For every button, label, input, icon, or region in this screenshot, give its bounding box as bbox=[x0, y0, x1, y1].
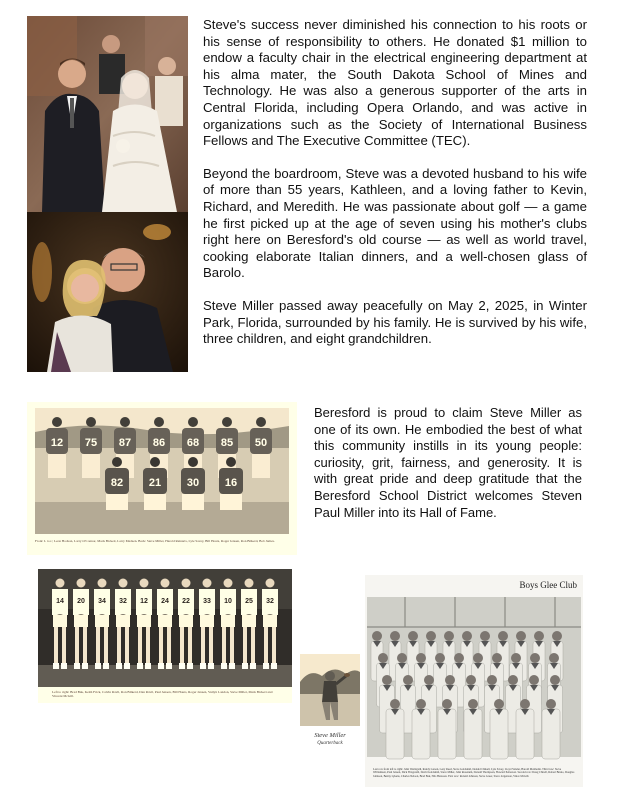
glee-club-caption: Last row from left to right: John Wernigstil, Randy Larsen, Gary Reed, Steve Goldsmid, Donald Chikell, Lyle Savey, Lloyd Vander, Harold Molmetin. Third row: Steve Williamsen, Paul Jensen, Dick Fitzgerald, David Goldsmid, Steve Miller, John Rosenum, Donald Thompson, Howard Petterson. Second row: Doug Chirell, Robert Bruno, Douglas Johnson, Benny Lykens, Charles Nelson, Brad Bak, Nils Hansson. First row: Ronald Johnson, Steve Greer, Steve Jorgenson, Vince McGill. bbox=[373, 768, 575, 778]
jersey-number: 25 bbox=[245, 598, 253, 605]
closing-text: Beresford is proud to claim Steve Miller as one of its own. He embodied the best of what this community instills in its young people: curiosity, grit, fairness, and generosity. It is with great pride and deep gratitude that the Beresford School District welcomes Steven Paul Miller into its Hall of Fame. bbox=[314, 405, 582, 520]
jersey-number: 32 bbox=[119, 598, 127, 605]
basketball-team-image bbox=[38, 569, 292, 689]
jersey-number: 12 bbox=[140, 598, 148, 605]
jersey-number: 33 bbox=[203, 598, 211, 605]
basketball-team-photo bbox=[38, 569, 292, 703]
jersey-number: 85 bbox=[220, 437, 234, 449]
paragraph-passing: Steve Miller passed away peacefully on May 2, 2025, in Winter Park, Florida, surrounded by his family. He is survived by his wife, three children, and eight grandchildren. bbox=[203, 297, 587, 347]
glee-club-image bbox=[365, 597, 583, 765]
jersey-number: 24 bbox=[161, 598, 169, 605]
jersey-number: 86 bbox=[152, 437, 166, 449]
jersey-number: 68 bbox=[186, 437, 200, 449]
jersey-number: 14 bbox=[56, 598, 64, 605]
closing-paragraph bbox=[314, 405, 582, 521]
glee-club-title: Boys Glee Club bbox=[519, 580, 577, 590]
jersey-number: 32 bbox=[266, 598, 274, 605]
paragraph-legacy: Steve's success never diminished his connection to his roots or his sense of responsibility to others. He donated $1 million to endow a faculty chair in the electrical engineering department at his alma mater, the South Dakota School of Mines and Technology. He was also a generous supporter of the arts in Central Florida, including Opera Orlando, and was active in organizations such as the Society of International Business Fellows and The Executive Committee (TEC). bbox=[203, 17, 587, 149]
football-team-image bbox=[27, 402, 297, 538]
glee-club-photo bbox=[365, 575, 583, 787]
jersey-number: 20 bbox=[77, 598, 85, 605]
football-team-photo bbox=[27, 402, 297, 555]
jersey-number: 75 bbox=[84, 437, 98, 449]
wedding-photo bbox=[27, 16, 188, 212]
jersey-number: 22 bbox=[182, 598, 190, 605]
jersey-number: 50 bbox=[254, 437, 268, 449]
jersey-number: 16 bbox=[224, 477, 238, 489]
couple-photo bbox=[27, 212, 188, 372]
jersey-number: 82 bbox=[110, 477, 124, 489]
article-body bbox=[203, 17, 587, 364]
football-caption: Front: L to r.; Leon Hodson, Larry O'Connor, Mack Bickett, Larry Madsen. Back: Steve Miller, Harold Reinarts, Lyle Savey, Bill Houts, Roger Jensen, Ron Bilkerd, Bob James. bbox=[35, 539, 275, 543]
basketball-caption: Left to right: Brad Bak, Keith Frick, Calvin Ravil, Ron Bilkerd, Dan Ravil, Paul Jensen, Bill Houts, Roger Jensen, Vuilyn Landon, Steve Miller, Mark Bickert and Vincent McGill. bbox=[52, 690, 273, 699]
jersey-number: 21 bbox=[148, 477, 162, 489]
paragraph-family: Beyond the boardroom, Steve was a devoted husband to his wife of more than 55 years, Kathleen, and a loving father to Kevin, Richard, and Meredith. He was passionate about golf — a game he first picked up at the age of seven using his mother's clubs right here on Beresford's old course — as well as world travel, cooking elaborate Italian dinners, and a well-chosen glass of Barolo. bbox=[203, 165, 587, 281]
jersey-number: 12 bbox=[50, 437, 64, 449]
quarterback-photo bbox=[300, 654, 360, 726]
jersey-number: 30 bbox=[186, 477, 200, 489]
quarterback-name: Steve Miller bbox=[314, 732, 346, 739]
jersey-number: 87 bbox=[118, 437, 132, 449]
quarterback-title: Quarterback bbox=[317, 741, 343, 746]
jersey-number: 10 bbox=[224, 598, 232, 605]
jersey-number: 34 bbox=[98, 598, 106, 605]
